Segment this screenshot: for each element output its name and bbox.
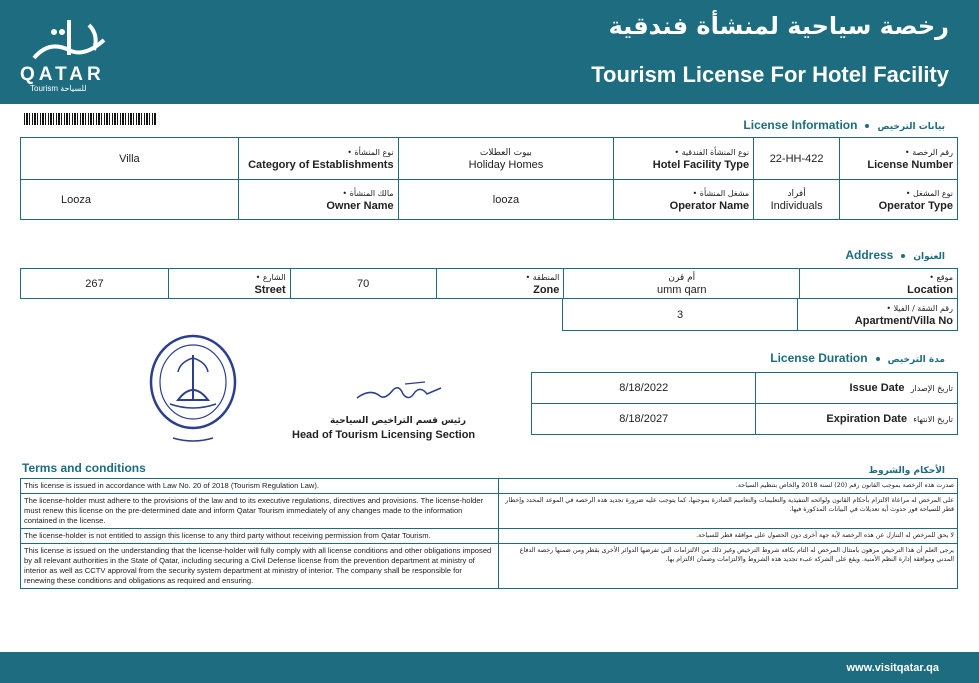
- term-text-arabic: يرجى العلم أن هذا الترخيص مرهون بامتثال المرخص له التام بكافة شروط الترخيص وغير ذلك من الالتزامات التي تفرضها الدوائر الأخرى بقطر ومن ضمنها رخصة الدفاع المدني وموافقة إدارة النظم الأمنية. ويقع على الشركة عبء تجديد هذه الشروط والالتزامات وضمان الالتزام بها.: [498, 544, 958, 589]
- street-label: • الشارع Street: [168, 269, 290, 299]
- term-text-arabic: صدرت هذه الرخصة بموجب القانون رقم (20) لسنة 2018 والخاص بتنظيم السياحة.: [498, 479, 958, 494]
- operator-name-value: looza: [398, 180, 614, 220]
- page-title: Tourism License For Hotel Facility: [591, 62, 949, 87]
- apartment-label: • رقم الشقة / الفيلا Apartment/Villa No: [798, 299, 958, 331]
- category-label: • نوع المنشأة Category of Establishments: [238, 138, 398, 180]
- hotel-facility-type-label: • نوع المنشأة الفندقية Hotel Facility Type: [614, 138, 754, 180]
- terms-heading-arabic: الأحكام والشروط: [868, 466, 945, 476]
- zone-label: • المنطقة Zone: [436, 269, 564, 299]
- terms-row: [21, 479, 958, 494]
- operator-type-label: • نوع المشغل Operator Type: [840, 180, 958, 220]
- terms-heading: Terms and conditions: [22, 461, 146, 475]
- term-text-arabic: لا يحق للمرخص له التنازل عن هذه الرخصة لأية جهة أخرى دون الحصول على موافقة قطر للسياحة.: [498, 529, 958, 544]
- document-footer: [0, 652, 979, 683]
- term-text-arabic: على المرخص له مراعاة الالتزام بأحكام القانون ولوائحه التنفيذية والتعليمات والتعاميم الصادرة بموجبها، كما يتوجب عليه ضرورة تجديد هذه الرخصة في الموعد المحدد وإخطار قطر للسياحة فور حدوث أية تعديلات في البيانات المذكورة فيها.: [498, 494, 958, 529]
- term-text: The license-holder must adhere to the provisions of the law and to its executive regulations, directives and provisions. The license-holder must renew this license on the pre-determined date and inform Qatar Tourism immediately of any changes made to the information contained in the license.: [21, 494, 499, 529]
- term-text: This license is issued on the understanding that the license-holder will fully comply with all license conditions and other obligations imposed by all relevant authorities in the State of Qatar, including securing a Civil Defense license from the prevention department at ministry of interior as well as CCTV approval from the security system department at ministry of interior. The company shall be responsible for renewing these conditions and obligations as required and ensuring.: [21, 544, 499, 589]
- document-header: [0, 0, 979, 104]
- operator-name-label: • مشغل المنشأة Operator Name: [614, 180, 754, 220]
- address-table: [20, 268, 958, 299]
- owner-name-label: • مالك المنشأة Owner Name: [238, 180, 398, 220]
- term-text: The license-holder is not entitled to assign this license to any third party without receiving permission from Qatar Tourism.: [21, 529, 499, 544]
- license-number-label: • رقم الرخصة License Number: [840, 138, 958, 180]
- logo-wordmark: QATAR: [20, 64, 105, 85]
- terms-table: [20, 478, 958, 589]
- apartment-value: 3: [563, 299, 798, 331]
- zone-value: 70: [290, 269, 436, 299]
- license-info-table: [20, 137, 958, 220]
- owner-name-value: Looza: [21, 180, 239, 220]
- issue-date-value: 8/18/2022: [532, 373, 756, 404]
- head-title-arabic: رئيس قسم التراخيص السياحية: [330, 416, 467, 426]
- license-duration-table: [531, 372, 958, 435]
- head-title: Head of Tourism Licensing Section: [292, 429, 476, 441]
- street-value: 267: [21, 269, 169, 299]
- term-text: This license is issued in accordance with Law No. 20 of 2018 (Tourism Regulation Law).: [21, 479, 499, 494]
- website-link[interactable]: www.visitqatar.qa: [846, 662, 939, 674]
- expiration-date-value: 8/18/2027: [532, 404, 756, 435]
- issue-date-label: Issue Date تاريخ الإصدار: [756, 373, 958, 404]
- license-number-value: 22-HH-422: [754, 138, 840, 180]
- operator-type-value: أفراد Individuals: [754, 180, 840, 220]
- official-stamp-icon: [148, 330, 238, 450]
- location-label: • موقع Location: [800, 269, 958, 299]
- apartment-table: [562, 298, 958, 331]
- terms-row: [21, 529, 958, 544]
- hotel-facility-type-value: بيوت العطلات Holiday Homes: [398, 138, 614, 180]
- logo-subtitle: Tourism للسياحة: [30, 84, 87, 93]
- expiration-date-label: Expiration Date تاريخ الانتهاء: [756, 404, 958, 435]
- license-info-heading: License Information بيانات الترخيص: [743, 118, 945, 132]
- category-value: Villa: [21, 138, 239, 180]
- terms-row: [21, 494, 958, 529]
- address-heading: Address العنوان: [845, 248, 945, 262]
- location-value: أم قرن umm qarn: [564, 269, 800, 299]
- signature-icon: [355, 378, 445, 408]
- barcode-icon: [24, 113, 156, 125]
- terms-row: [21, 544, 958, 589]
- title-arabic: رخصة سياحية لمنشأة فندقية: [608, 12, 949, 40]
- license-duration-heading: License Duration مدة الترخيص: [770, 351, 945, 365]
